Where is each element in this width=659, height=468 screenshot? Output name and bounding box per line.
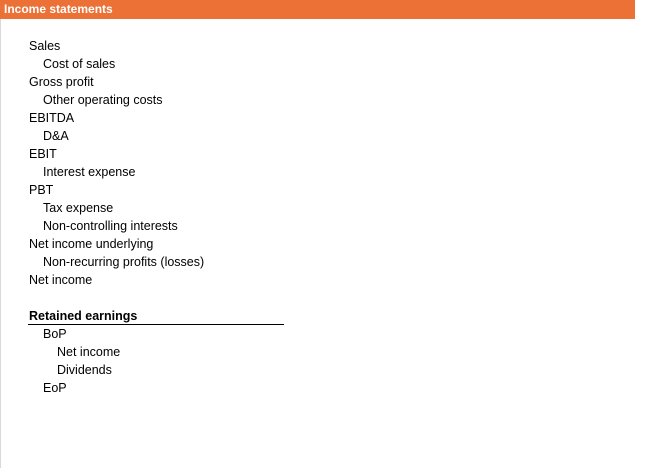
row-cost-of-sales[interactable]: Cost of sales <box>43 57 116 71</box>
row-interest-expense[interactable]: Interest expense <box>43 165 136 179</box>
row-sales[interactable]: Sales <box>29 39 61 53</box>
row-re-net-income[interactable]: Net income <box>57 345 121 359</box>
income-statements-header <box>0 0 635 19</box>
row-non-controlling-interests[interactable]: Non-controlling interests <box>43 219 178 233</box>
row-net-income-underlying[interactable]: Net income underlying <box>29 237 154 251</box>
row-gross-profit[interactable]: Gross profit <box>29 75 94 89</box>
row-bop[interactable]: BoP <box>43 327 67 341</box>
row-dividends[interactable]: Dividends <box>57 363 112 377</box>
row-ebit[interactable]: EBIT <box>29 147 57 161</box>
row-tax-expense[interactable]: Tax expense <box>43 201 114 215</box>
header-title: Income statements <box>4 2 113 16</box>
row-ebitda[interactable]: EBITDA <box>29 111 75 125</box>
row-da[interactable]: D&A <box>43 129 69 143</box>
row-net-income[interactable]: Net income <box>29 273 93 287</box>
row-pbt[interactable]: PBT <box>29 183 54 197</box>
row-non-recurring-profits[interactable]: Non-recurring profits (losses) <box>43 255 205 269</box>
row-eop[interactable]: EoP <box>43 381 67 395</box>
retained-earnings-title[interactable]: Retained earnings <box>29 309 138 323</box>
row-other-operating-costs[interactable]: Other operating costs <box>43 93 163 107</box>
left-gridline <box>0 0 1 468</box>
